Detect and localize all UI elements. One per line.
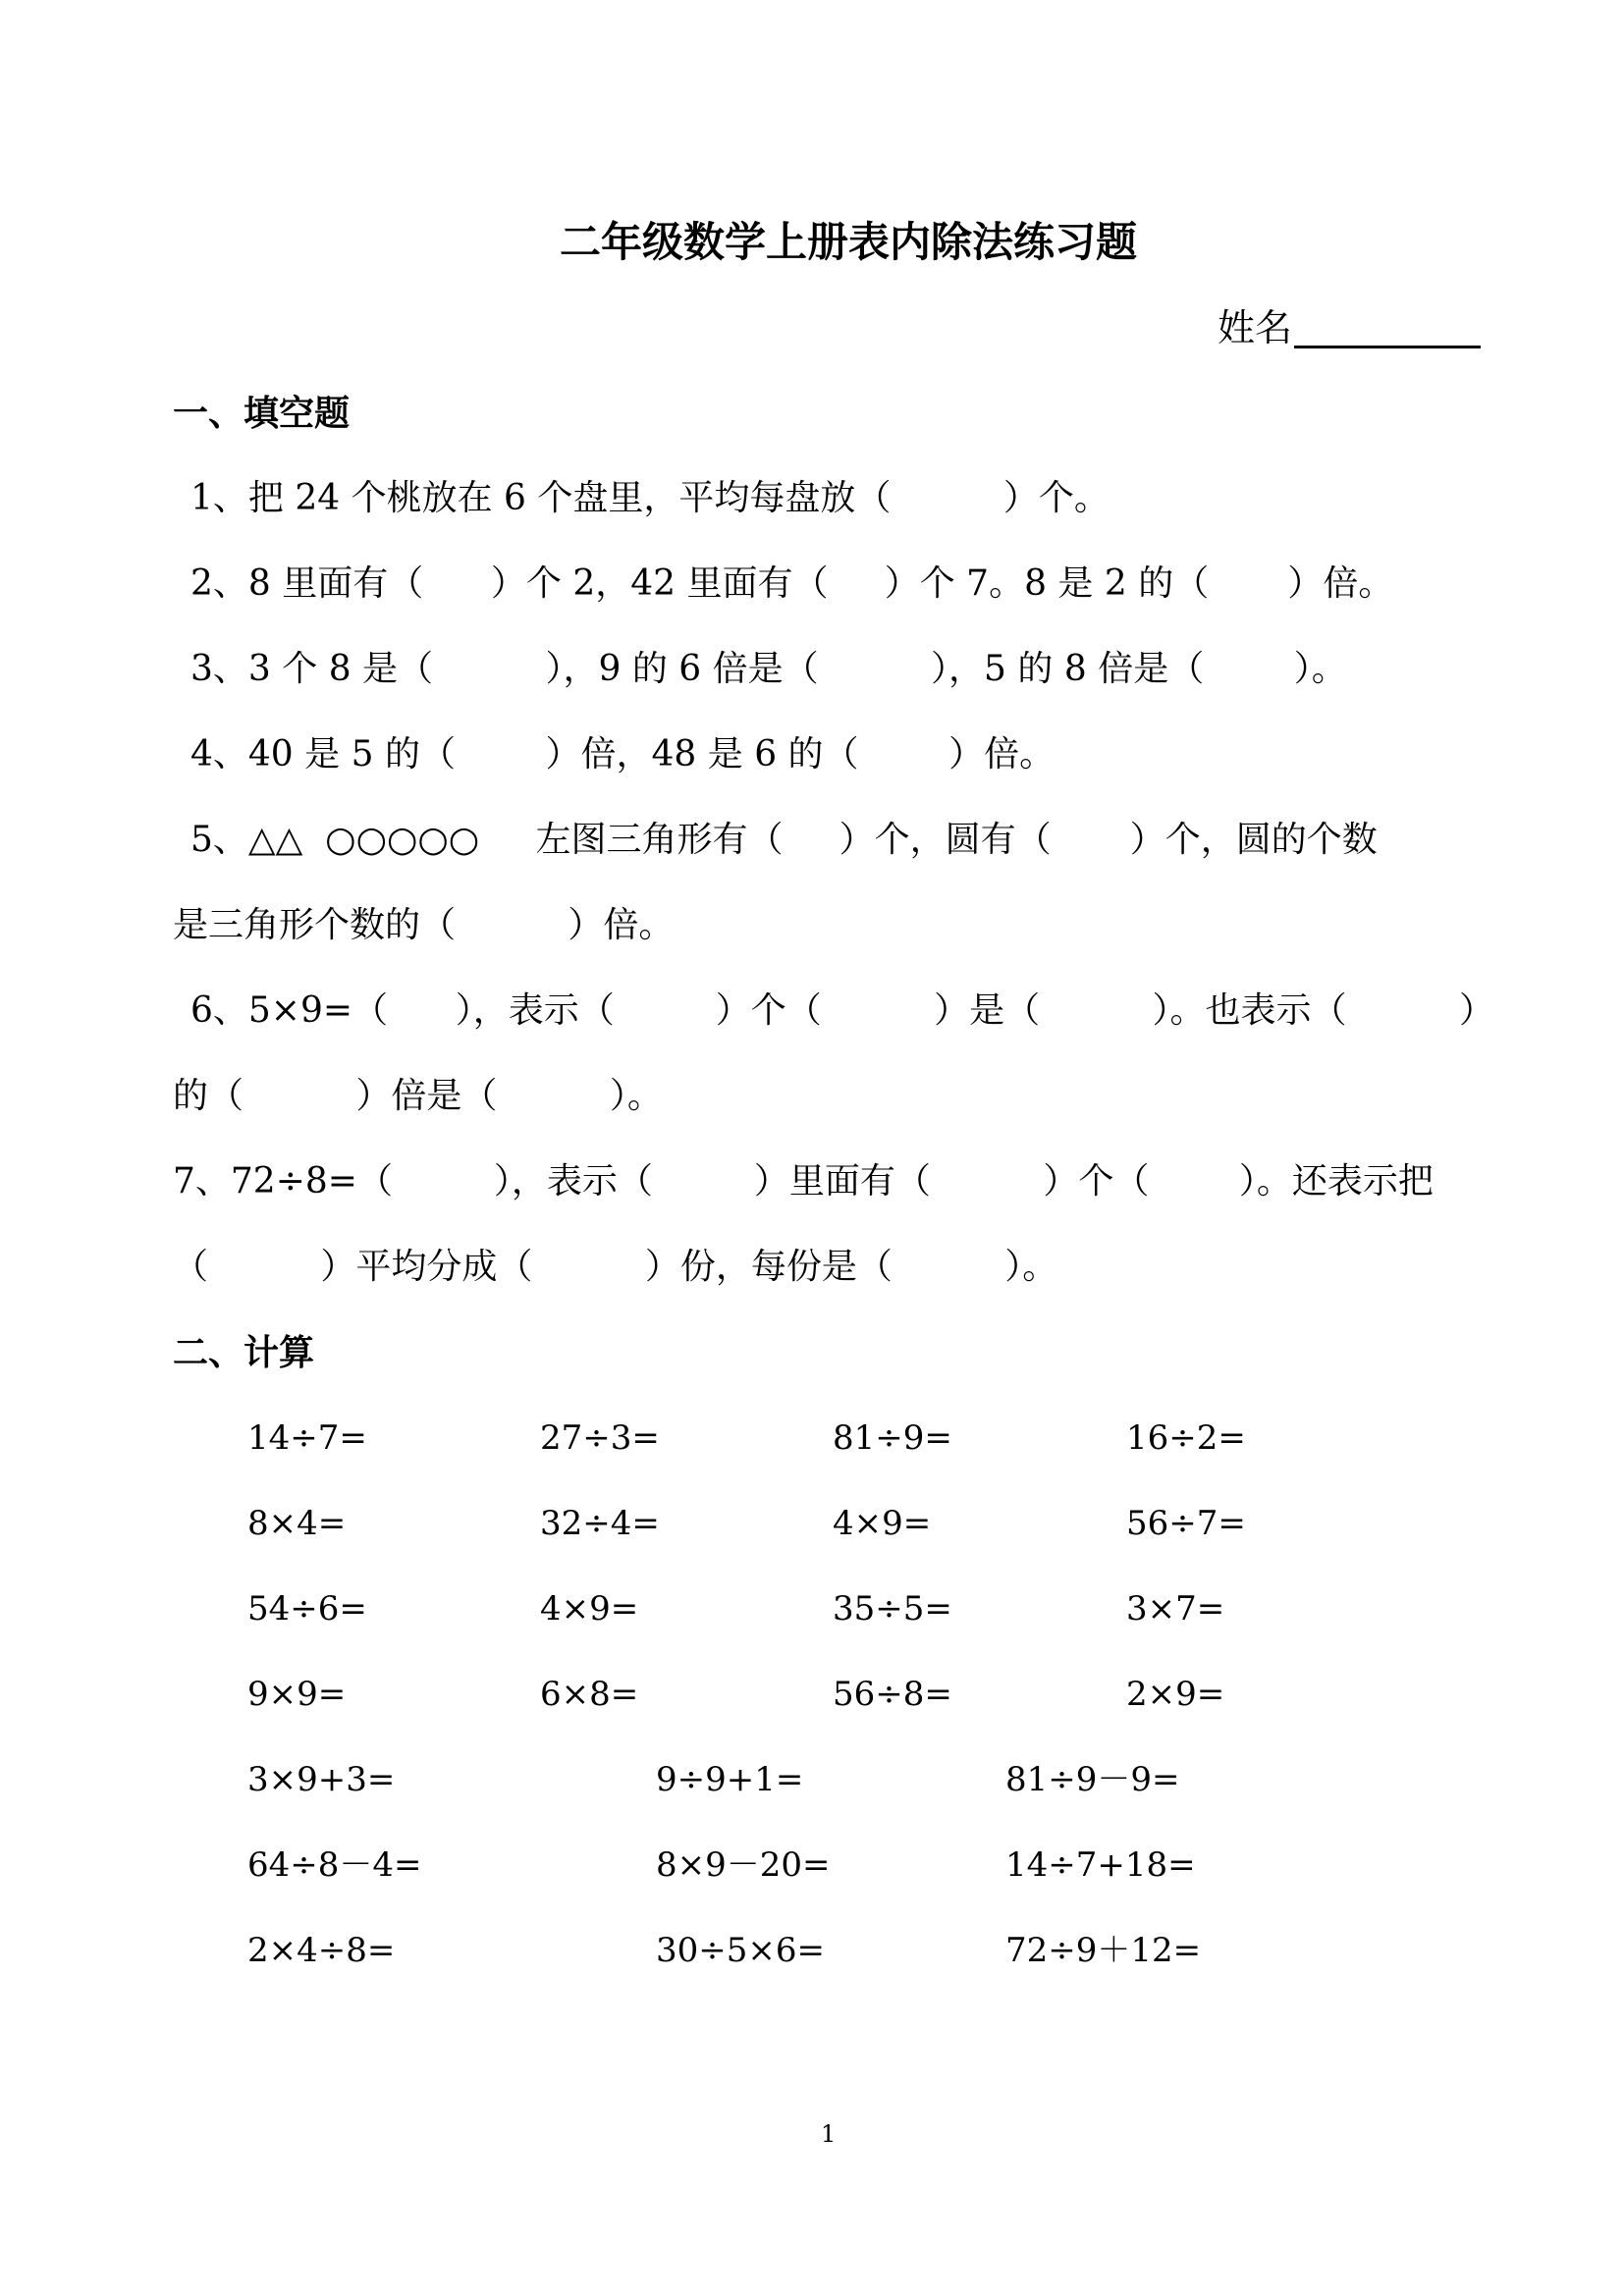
calc-item: 8×9－20=	[656, 1845, 831, 1885]
question-3: 3、3 个 8 是（ ），9 的 6 倍是（ ），5 的 8 倍是（ ）。	[190, 649, 1347, 689]
name-blank[interactable]	[1294, 312, 1481, 348]
calc-item: 14÷7=	[247, 1418, 367, 1458]
calc-item: 56÷7=	[1126, 1504, 1246, 1543]
question-6: 6、5×9=（ ），表示（ ）个（ ）是（ ）。也表示（ ）	[190, 990, 1494, 1031]
calc-item: 81÷9=	[833, 1418, 952, 1458]
page-number: 1	[821, 2120, 837, 2148]
section2-heading: 二、计算	[173, 1332, 315, 1373]
calc-item: 64÷8－4=	[247, 1845, 422, 1885]
calc-item: 3×9+3=	[247, 1760, 396, 1799]
question-6-cont: 的（ ）倍是（ ）。	[173, 1076, 663, 1116]
calc-item: 56÷8=	[833, 1675, 952, 1714]
calc-item: 32÷4=	[540, 1504, 660, 1543]
question-4: 4、40 是 5 的（ ）倍，48 是 6 的（ ）倍。	[190, 734, 1056, 774]
calc-item: 14÷7+18=	[1005, 1845, 1196, 1885]
question-2: 2、8 里面有（ ）个 2，42 里面有（ ）个 7。8 是 2 的（ ）倍。	[190, 563, 1394, 604]
question-5-cont: 是三角形个数的（ ）倍。	[173, 905, 675, 945]
question-1: 1、把 24 个桃放在 6 个盘里，平均每盘放（ ）个。	[190, 478, 1110, 518]
calc-item: 4×9=	[833, 1504, 932, 1543]
section1-heading: 一、填空题	[173, 393, 351, 434]
calc-item: 16÷2=	[1126, 1418, 1246, 1458]
calc-item: 2×9=	[1126, 1675, 1225, 1714]
calc-item: 27÷3=	[540, 1418, 660, 1458]
calc-item: 6×8=	[540, 1675, 639, 1714]
question-7: 7、72÷8=（ ），表示（ ）里面有（ ）个（ ）。还表示把	[173, 1161, 1434, 1201]
calc-item: 2×4÷8=	[247, 1931, 396, 1970]
calc-item: 35÷5=	[833, 1589, 952, 1629]
calc-item: 4×9=	[540, 1589, 639, 1629]
calc-item: 9÷9+1=	[656, 1760, 804, 1799]
calc-item: 8×4=	[247, 1504, 347, 1543]
name-label: 姓名	[1218, 306, 1293, 349]
calc-item: 72÷9＋12=	[1005, 1931, 1202, 1970]
question-7-cont: （ ）平均分成（ ）份，每份是（ ）。	[173, 1247, 1058, 1287]
question-5: 5、△△ ○○○○○ 左图三角形有（ ）个，圆有（ ）个，圆的个数	[190, 820, 1378, 860]
calc-item: 9×9=	[247, 1675, 347, 1714]
page-title: 二年级数学上册表内除法练习题	[560, 218, 1138, 266]
calc-item: 54÷6=	[247, 1589, 367, 1629]
calc-item: 81÷9－9=	[1005, 1760, 1180, 1799]
calc-item: 3×7=	[1126, 1589, 1225, 1629]
calc-item: 30÷5×6=	[656, 1931, 825, 1970]
